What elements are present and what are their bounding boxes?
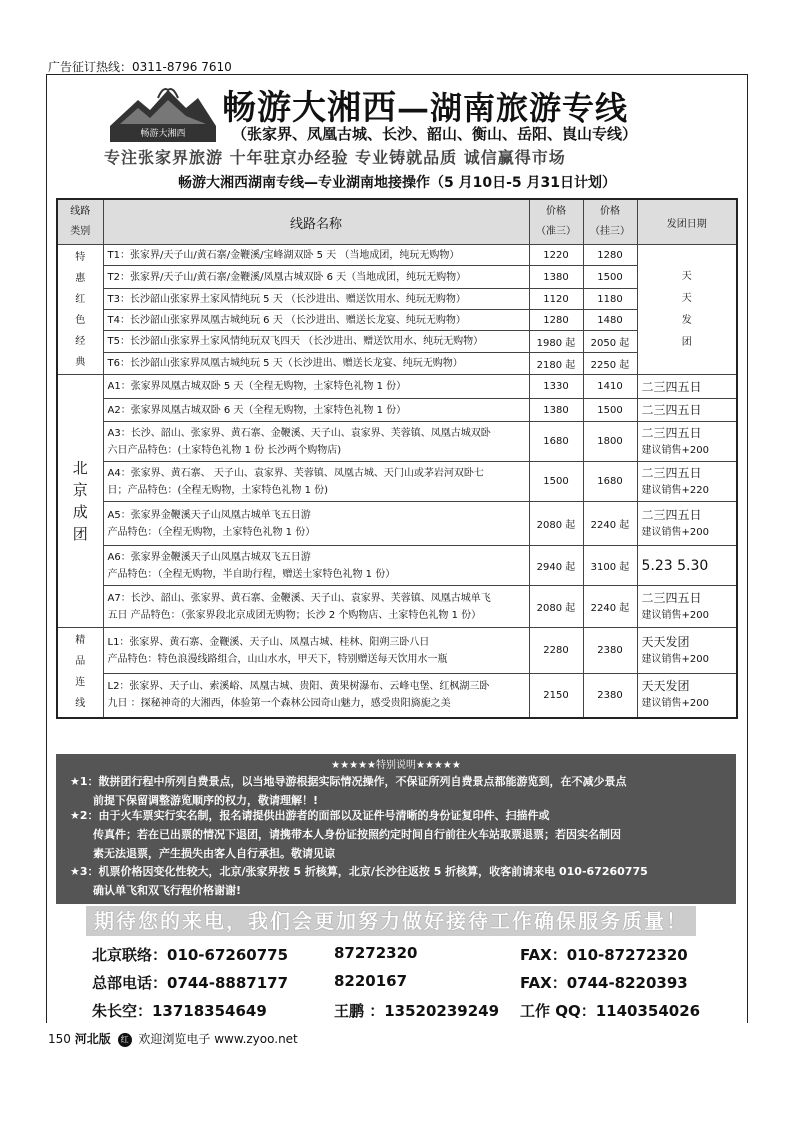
contact-entry: 朱长空：13718354649 [92, 1002, 267, 1020]
note-line: ★1：散拼团行程中所列自费景点，以当地导游根据实际情况操作，不保证所列自费景点都能游览到，在不减少景点 [70, 775, 627, 788]
category-char: 色 [75, 314, 86, 326]
notes-title: ★★★★★特别说明★★★★★ [331, 760, 461, 771]
route-line: A2：张家界凤凰古城双卧 6 天（全程无购物，土家特色礼物 1 份） [107, 404, 407, 416]
route-line: L2：张家界、天子山、索溪峪、凤凰古城、贵阳、黄果树瀑布、云峰屯堡、红枫湖三卧 [107, 681, 490, 693]
table-row [57, 375, 737, 399]
category-char: 惠 [75, 272, 86, 284]
departure-date [637, 546, 737, 586]
route-cell [103, 245, 529, 266]
ad-hotline: 广告征订热线：0311-8796 7610 [48, 60, 232, 74]
date-line: 二三四五日 [641, 425, 702, 440]
contact-entry: FAX：010-87272320 [520, 946, 688, 964]
route-line: T2：张家界/天子山/黄石寨/金鞭溪/凤凰古城双卧 6 天（当地成团，纯玩无购物） [107, 271, 467, 283]
note-item [70, 806, 621, 863]
header-price1 [529, 199, 583, 245]
header-category [57, 199, 103, 245]
price-standard: 2150 [529, 674, 583, 718]
table-row [57, 502, 737, 546]
contact-entry: 工作 QQ：1140354026 [520, 1002, 701, 1020]
header-price1-sub: （准三） [536, 226, 576, 237]
logo [110, 84, 216, 142]
route-line: L1：张家界、黄石寨、金鞭溪、天子山、凤凰古城、桂林、阳朔三卧八日 [107, 636, 430, 648]
price-standard: 1680 [529, 422, 583, 462]
table-row [57, 399, 737, 422]
contact-entry: FAX：0744-8220393 [520, 974, 688, 992]
routes-line: （张家界、凤凰古城、长沙、韶山、衡山、岳阳、崀山专线） [232, 125, 638, 143]
header-category-line1: 线路 [70, 206, 91, 217]
category-char: 品 [75, 656, 86, 668]
price-listed: 2380 [583, 674, 637, 718]
category-char: 典 [75, 356, 86, 368]
suggested-price: 建议销售+200 [641, 653, 709, 665]
departure-date [637, 462, 737, 502]
route-line: T3：长沙韶山张家界土家风情纯玩 5 天 （长沙进出、赠送饮用水、纯玩无购物） [107, 293, 466, 305]
note-item [70, 862, 648, 900]
contact-entry: 8220167 [334, 972, 408, 990]
category-cell [57, 375, 103, 628]
price-standard: 1120 [529, 289, 583, 310]
note-line: 传真件；若在已出票的情况下退团，请携带本人身份证按照约定时间自行前往火车站取票退票；若因实名制因 [70, 828, 621, 841]
departure-date [637, 628, 737, 674]
plan-title: 畅游大湘西湖南专线—专业湖南地接操作（5 月10日-5 月31日计划） [177, 175, 616, 191]
route-cell [103, 375, 529, 399]
category-cell [57, 628, 103, 718]
header-category-line2: 类别 [70, 226, 91, 237]
table-header [57, 199, 737, 245]
table-row [57, 266, 737, 289]
edition: 河北版 [74, 1032, 111, 1046]
route-cell [103, 502, 529, 546]
date-line: 5.23 5.30 [641, 557, 709, 574]
mountain-logo-icon [110, 84, 216, 126]
category-char: 特 [75, 251, 86, 263]
table-body [57, 245, 737, 718]
category-char: 成 [72, 503, 88, 521]
price-standard: 1980 起 [529, 331, 583, 353]
price-standard: 1330 [529, 375, 583, 399]
daily-char: 天 [681, 292, 692, 304]
category-char: 北 [72, 459, 88, 477]
route-cell [103, 331, 529, 353]
price-standard: 1380 [529, 266, 583, 289]
route-line: 日；产品特色：(全程无购物，土家特色礼物 1 份) [107, 484, 329, 496]
date-line: 二三四五日 [641, 590, 702, 605]
date-line: 二三四五日 [641, 507, 702, 522]
category-char: 精 [75, 635, 86, 647]
route-line: T6：长沙韶山张家界凤凰古城纯玩 5 天（长沙进出、赠送长龙宴、纯玩无购物） [107, 358, 463, 369]
price-listed: 1180 [583, 289, 637, 310]
departure-date [637, 399, 737, 422]
header-price2-sub: （挂三） [590, 226, 630, 237]
price-listed: 3100 起 [583, 546, 637, 586]
suggested-price: 建议销售+200 [641, 526, 709, 538]
price-standard: 2080 起 [529, 502, 583, 546]
category-char: 连 [75, 677, 86, 689]
date-line: 二三四五日 [641, 379, 702, 394]
price-listed: 2240 起 [583, 502, 637, 546]
date-line: 天天发团 [641, 679, 690, 694]
route-line: A4：张家界、黄石寨、 天子山、袁家界、芙蓉镇、凤凰古城、天门山或茅岩河双卧七 [107, 467, 484, 479]
route-line: 产品特色：（全程无购物，半自助行程，赠送土家特色礼物 1 份） [107, 568, 396, 580]
daily-char: 发 [681, 314, 692, 326]
price-listed: 1410 [583, 375, 637, 399]
category-char: 京 [72, 481, 88, 499]
note-line: 素无法退票，产生损失由客人自行承担。敬请见谅 [70, 847, 335, 860]
date-line: 二三四五日 [641, 465, 702, 480]
route-cell [103, 422, 529, 462]
price-standard: 2180 起 [529, 353, 583, 375]
footer-text: 欢迎浏览电子 www.zyoo.net [138, 1032, 298, 1046]
table-row [57, 331, 737, 353]
departure-date [637, 422, 737, 462]
price-listed: 1680 [583, 462, 637, 502]
price-standard: 1500 [529, 462, 583, 502]
tagline: 期待您的来电，我们会更加努力做好接待工作确保服务质量！ [86, 906, 696, 936]
special-notes [56, 754, 736, 904]
route-cell [103, 399, 529, 422]
header-route: 线路名称 [103, 199, 529, 245]
route-cell [103, 546, 529, 586]
brand-title [222, 80, 628, 129]
table-row [57, 674, 737, 718]
route-line: A5：张家界金鞭溪天子山凤凰古城单飞五日游 [107, 509, 311, 521]
departure-date [637, 586, 737, 628]
departure-date [637, 674, 737, 718]
note-line: ★2：由于火车票实行实名制，报名请提供出游者的面部以及证件号清晰的身份证复印件、扫描件或 [70, 809, 550, 822]
note-line: ★3：机票价格因变化性较大，北京/张家界按 5 折核算，北京/长沙往返按 5 折核算，收客前请来电 010-67260775 [70, 865, 648, 878]
price-standard: 1280 [529, 310, 583, 331]
route-cell [103, 586, 529, 628]
table-row [57, 628, 737, 674]
table-row [57, 245, 737, 266]
header-price2 [583, 199, 637, 245]
route-line: 九日 ：探秘神奇的大湘西，体验第一个森林公园奇山魅力，感受贵阳旖旎之美 [107, 698, 451, 710]
suggested-price: 建议销售+200 [641, 444, 709, 456]
route-line: T1：张家界/天子山/黄石寨/金鞭溪/宝峰湖双卧 5 天 （当地成团，纯玩无购物） [107, 249, 460, 261]
route-line: 六日产品特色：(土家特色礼物 1 份 长沙两个购物店) [107, 444, 342, 456]
daily-char: 天 [681, 270, 692, 282]
price-listed: 1800 [583, 422, 637, 462]
note-line: 确认单飞和双飞行程价格谢谢! [70, 884, 241, 897]
badge-icon: 红 [118, 1033, 132, 1047]
category-char: 线 [75, 698, 86, 710]
price-standard: 1380 [529, 399, 583, 422]
table-row [57, 462, 737, 502]
contact-entry: 王鹏 ：13520239249 [334, 1002, 500, 1020]
table-row [57, 353, 737, 375]
category-cell [57, 245, 103, 375]
route-line: T4：长沙韶山张家界凤凰古城纯玩 6 天 （长沙进出、赠送长龙宴、纯玩无购物） [107, 314, 466, 326]
price-standard: 2280 [529, 628, 583, 674]
header-price2-label: 价格 [600, 206, 620, 217]
footer [48, 1030, 298, 1047]
table-row [57, 310, 737, 331]
header-price1-label: 价格 [546, 206, 566, 217]
route-cell [103, 462, 529, 502]
daily-char: 团 [681, 336, 692, 348]
price-listed: 1500 [583, 399, 637, 422]
suggested-price: 建议销售+220 [641, 484, 709, 496]
category-char: 红 [75, 293, 86, 305]
route-cell [103, 628, 529, 674]
route-line: T5：长沙韶山张家界土家风情纯玩双飞四天 （长沙进出、赠送饮用水、纯玩无购物） [107, 336, 484, 347]
route-table [56, 198, 738, 719]
price-standard: 2080 起 [529, 586, 583, 628]
table-row [57, 422, 737, 462]
header-date: 发团日期 [637, 199, 737, 245]
route-line: 产品特色：（全程无购物，土家特色礼物 1 份） [107, 526, 316, 538]
route-cell [103, 289, 529, 310]
contact-entry: 总部电话：0744-8887177 [92, 974, 289, 992]
page-number: 150 [48, 1032, 71, 1046]
route-line: A7：长沙、韶山、张家界、黄石寨、金鞭溪、天子山、袁家界、芙蓉镇、凤凰古城单飞 [107, 592, 491, 604]
route-cell [103, 266, 529, 289]
departure-date [637, 502, 737, 546]
price-listed: 1500 [583, 266, 637, 289]
price-standard: 1220 [529, 245, 583, 266]
category-char: 团 [72, 525, 88, 543]
route-cell [103, 674, 529, 718]
daily-departure [637, 245, 737, 375]
price-listed: 2240 起 [583, 586, 637, 628]
price-listed: 2050 起 [583, 331, 637, 353]
price-listed: 1280 [583, 245, 637, 266]
route-line: 产品特色：特色浪漫线路组合，山山水水，甲天下，特别赠送每天饮用水一瓶 [107, 653, 448, 665]
table-row [57, 586, 737, 628]
brand-main: 畅游大湘西 [222, 88, 397, 128]
slogan: 专注张家界旅游 十年驻京办经验 专业铸就品质 诚信赢得市场 [104, 148, 566, 167]
route-line: A1：张家界凤凰古城双卧 5 天（全程无购物，土家特色礼物 1 份） [107, 381, 407, 392]
note-item [70, 772, 627, 810]
contact-entry: 87272320 [334, 944, 418, 962]
table-row [57, 289, 737, 310]
route-line: 五日 产品特色：（张家界段北京成团无购物；长沙 2 个购物店、土家特色礼物 1 份） [107, 609, 482, 621]
departure-date [637, 375, 737, 399]
price-standard: 2940 起 [529, 546, 583, 586]
brand-sub: —湖南旅游专线 [397, 89, 629, 127]
suggested-price: 建议销售+200 [641, 698, 709, 710]
route-line: A6：张家界金鞭溪天子山凤凰古城双飞五日游 [107, 551, 311, 563]
date-line: 天天发团 [641, 634, 690, 649]
price-listed: 1480 [583, 310, 637, 331]
route-cell [103, 310, 529, 331]
date-line: 二三四五日 [641, 403, 702, 417]
table-row [57, 546, 737, 586]
route-cell [103, 353, 529, 375]
logo-text: 畅游大湘西 [110, 126, 216, 142]
category-char: 经 [75, 335, 86, 347]
contact-entry: 北京联络：010-67260775 [92, 946, 289, 964]
note-line: 前提下保留调整游览顺序的权力，敬请理解！! [70, 794, 318, 807]
route-line: A3：长沙、韶山、张家界、黄石寨、金鞭溪、天子山、袁家界、芙蓉镇、凤凰古城双卧 [107, 427, 491, 439]
price-listed: 2380 [583, 628, 637, 674]
suggested-price: 建议销售+200 [641, 609, 709, 621]
price-listed: 2250 起 [583, 353, 637, 375]
